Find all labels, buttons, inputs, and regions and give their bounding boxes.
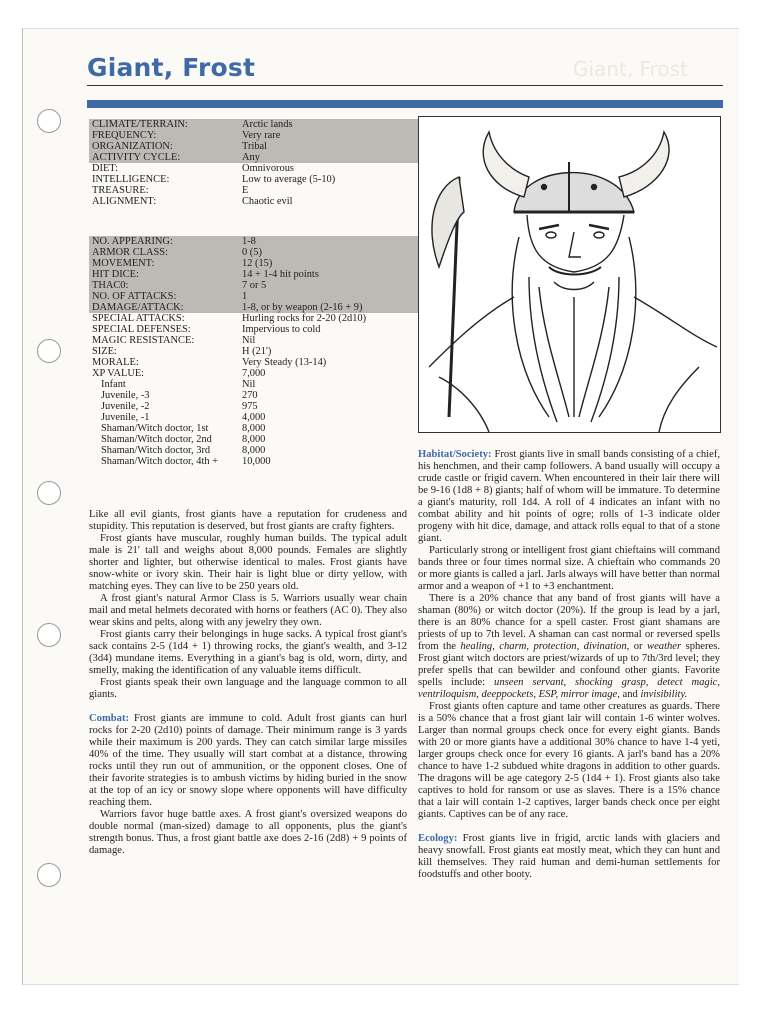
stat-row: SIZE: H (21') bbox=[92, 346, 272, 357]
bleed-through-title: Giant, Frost bbox=[573, 57, 688, 81]
xp-subrow: Juvenile, -3 270 bbox=[101, 390, 258, 401]
title-rule bbox=[87, 85, 723, 86]
ecology-heading: Ecology: bbox=[418, 833, 458, 844]
paragraph: Particularly strong or intelligent frost giant chieftains will command bands three or four times normal size. A chieftain who commands 20 or more giants is called a jarl. Jarls always will have better than normal armor and a weapon of +1 to +3 enchantment. bbox=[418, 545, 720, 592]
stat-block-top bbox=[89, 119, 419, 207]
ecology-section: Ecology: Frost giants live in frigid, arctic lands with glaciers and heavy snowfall. Frost giants eat mostly meat, which they can hunt and kill themselves. They raid human and demi-human settlements for foodstuffs and other booty. bbox=[418, 833, 721, 880]
xp-subrow: Infant Nil bbox=[101, 379, 256, 390]
stat-row: THAC0: 7 or 5 bbox=[89, 280, 419, 291]
xp-subrow: Shaman/Witch doctor, 1st 8,000 bbox=[101, 423, 266, 434]
left-text-column bbox=[89, 509, 407, 857]
xp-subrow: Shaman/Witch doctor, 2nd 8,000 bbox=[101, 434, 266, 445]
frost-giant-illustration bbox=[418, 116, 721, 433]
stat-row: ORGANIZATION: Tribal bbox=[89, 141, 419, 152]
stat-row: ARMOR CLASS: 0 (5) bbox=[89, 247, 419, 258]
paragraph: Frost giants often capture and tame other creatures as guards. There is a 50% chance that a frost giant lair will contain 1-6 winter wolves. Larger than normal groups check once for every eight giants. Bands with 20 or more giants have a additional 30% chance to have 1-4 yeti, larger groups check once for every 16 giants. A jarl's band has a 20% chance to have 1-2 subdued white dragons in addition to other guards. The dragons will be age category 2-5 (1d4 + 1). Frost giants also take captives to hold for ransom or use as slaves. There is a 15% chance that a lair will contain 1-2 captives, larger bands check once per eight giants. Captives can be of any race. bbox=[418, 701, 720, 820]
stat-row: DIET: Omnivorous bbox=[92, 163, 294, 174]
combat-heading: Combat: bbox=[89, 713, 130, 724]
title-blue-bar bbox=[87, 100, 723, 108]
habitat-section: Habitat/Society: Frost giants live in small bands consisting of a chief, his henchmen, and their camp followers. A band usually will occupy a crude castle or frigid cavern. When encountered in their lair there will be 9-16 (1d8 + 8) giants; half of whom will be immature. To determine a giant's maturity, roll 1d4. A roll of 4 indicates an infant with no combat ability and hit points of ogre; rolls of 1-3 indicate older progeny with hit dice, damage, and attack rolls equal to that of a stone giant. bbox=[418, 449, 721, 544]
xp-subrow: Juvenile, -2 975 bbox=[101, 401, 258, 412]
combat-section: Combat: Frost giants are immune to cold. Adult frost giants can hurl rocks for 2-20 (2d10) points of damage. Their minimum range is 3 yards while their maximum is 200 yards. They can catch similar large missiles 40% of the time. They usually will start combat at a distance, throwing rocks until they run out of ammunition, or the opponent closes. One of their favorite strategies is to ambush victims by hiding buried in the snow at the top of an icy or snowy slope where opponents will have difficulty reaching them. bbox=[89, 713, 407, 808]
frost-giant-drawing bbox=[419, 117, 720, 432]
stat-block-combat bbox=[89, 236, 419, 467]
binder-hole bbox=[37, 863, 61, 887]
binder-hole bbox=[37, 109, 61, 133]
paragraph: A frost giant's natural Armor Class is 5. Warriors usually wear chain mail and metal helmets decorated with horns or feathers (AC 0). They also wear skins and pelts, along with any jewelry they own. bbox=[89, 593, 407, 628]
binder-hole bbox=[37, 339, 61, 363]
habitat-heading: Habitat/Society: bbox=[418, 449, 492, 460]
stat-row: ACTIVITY CYCLE: Any bbox=[89, 152, 419, 163]
stat-row: INTELLIGENCE: Low to average (5-10) bbox=[92, 174, 336, 185]
page-title: Giant, Frost bbox=[87, 53, 256, 82]
rulebook-page bbox=[22, 28, 739, 985]
xp-value-row: XP VALUE: 7,000 bbox=[92, 368, 266, 379]
xp-subrow: Shaman/Witch doctor, 4th + 10,000 bbox=[101, 456, 271, 467]
paragraph: Frost giants speak their own language and the language common to all giants. bbox=[89, 677, 407, 700]
stat-row: MORALE: Very Steady (13-14) bbox=[92, 357, 327, 368]
stat-row: SPECIAL DEFENSES: Impervious to cold bbox=[92, 324, 321, 335]
stat-row: MOVEMENT: 12 (15) bbox=[89, 258, 419, 269]
binder-hole bbox=[37, 481, 61, 505]
stat-row: ALIGNMENT: Chaotic evil bbox=[92, 196, 293, 207]
paragraph: There is a 20% chance that any band of frost giants will have a shaman (80%) or witch doctor (20%). If the group is lead by a jarl, there is an 80% chance for a spell caster. Frost giant shamans are priests of up to 7th level. A shaman can cast normal or reversed spells from the healing, charm, protection, divination, or weather spheres. Frost giant witch doctors are priest/wizards of up to 7th/3rd level; they prefer spells that can bewilder and confound other giants. Favorite spells include: unseen servant, shocking grasp, detect magic, ventriloquism, deeppockets, ESP, mirror image, and invisibility. bbox=[418, 593, 720, 700]
stat-row: TREASURE: E bbox=[92, 185, 249, 196]
stat-row: NO. OF ATTACKS: 1 bbox=[89, 291, 419, 302]
stat-row: HIT DICE: 14 + 1-4 hit points bbox=[89, 269, 419, 280]
right-text-column bbox=[418, 449, 720, 881]
paragraph: Frost giants carry their belongings in huge sacks. A typical frost giant's sack contains 2-5 (1d4 + 1) throwing rocks, the giant's wealth, and 3-12 (3d4) mundane items. Everything in a giant's bag is old, worn, dirty, and smelly, making the identification of any valuable items difficult. bbox=[89, 629, 407, 676]
paragraph: Warriors favor huge battle axes. A frost giant's oversized weapons do double normal (man-sized) damage to all opponents, plus the giant's strength bonus. Thus, a frost giant battle axe does 2-16 (2d8) + 9 points of damage. bbox=[89, 809, 407, 856]
xp-subrow: Juvenile, -1 4,000 bbox=[101, 412, 266, 423]
stat-row: NO. APPEARING: 1-8 bbox=[89, 236, 419, 247]
stat-row: FREQUENCY: Very rare bbox=[89, 130, 419, 141]
stat-row: CLIMATE/TERRAIN: Arctic lands bbox=[89, 119, 419, 130]
stat-row: SPECIAL ATTACKS: Hurling rocks for 2-20 (2d10) bbox=[92, 313, 367, 324]
xp-subrow: Shaman/Witch doctor, 3rd 8,000 bbox=[101, 445, 266, 456]
stat-row: MAGIC RESISTANCE: Nil bbox=[92, 335, 256, 346]
stat-row: DAMAGE/ATTACK: 1-8, or by weapon (2-16 + 9) bbox=[89, 302, 419, 313]
binder-hole bbox=[37, 623, 61, 647]
paragraph: Like all evil giants, frost giants have a reputation for crudeness and stupidity. This reputation is deserved, but frost giants are crafty fighters. bbox=[89, 509, 407, 532]
paragraph: Frost giants have muscular, roughly human builds. The typical adult male is 21' tall and weighs about 8,000 pounds. Females are slightly shorter and lighter, but otherwise identical to males. Frost giants have snow-white or ivory skin. Their hair is light blue or dirty yellow, with matching eyes. They can live to be 250 years old. bbox=[89, 533, 407, 592]
